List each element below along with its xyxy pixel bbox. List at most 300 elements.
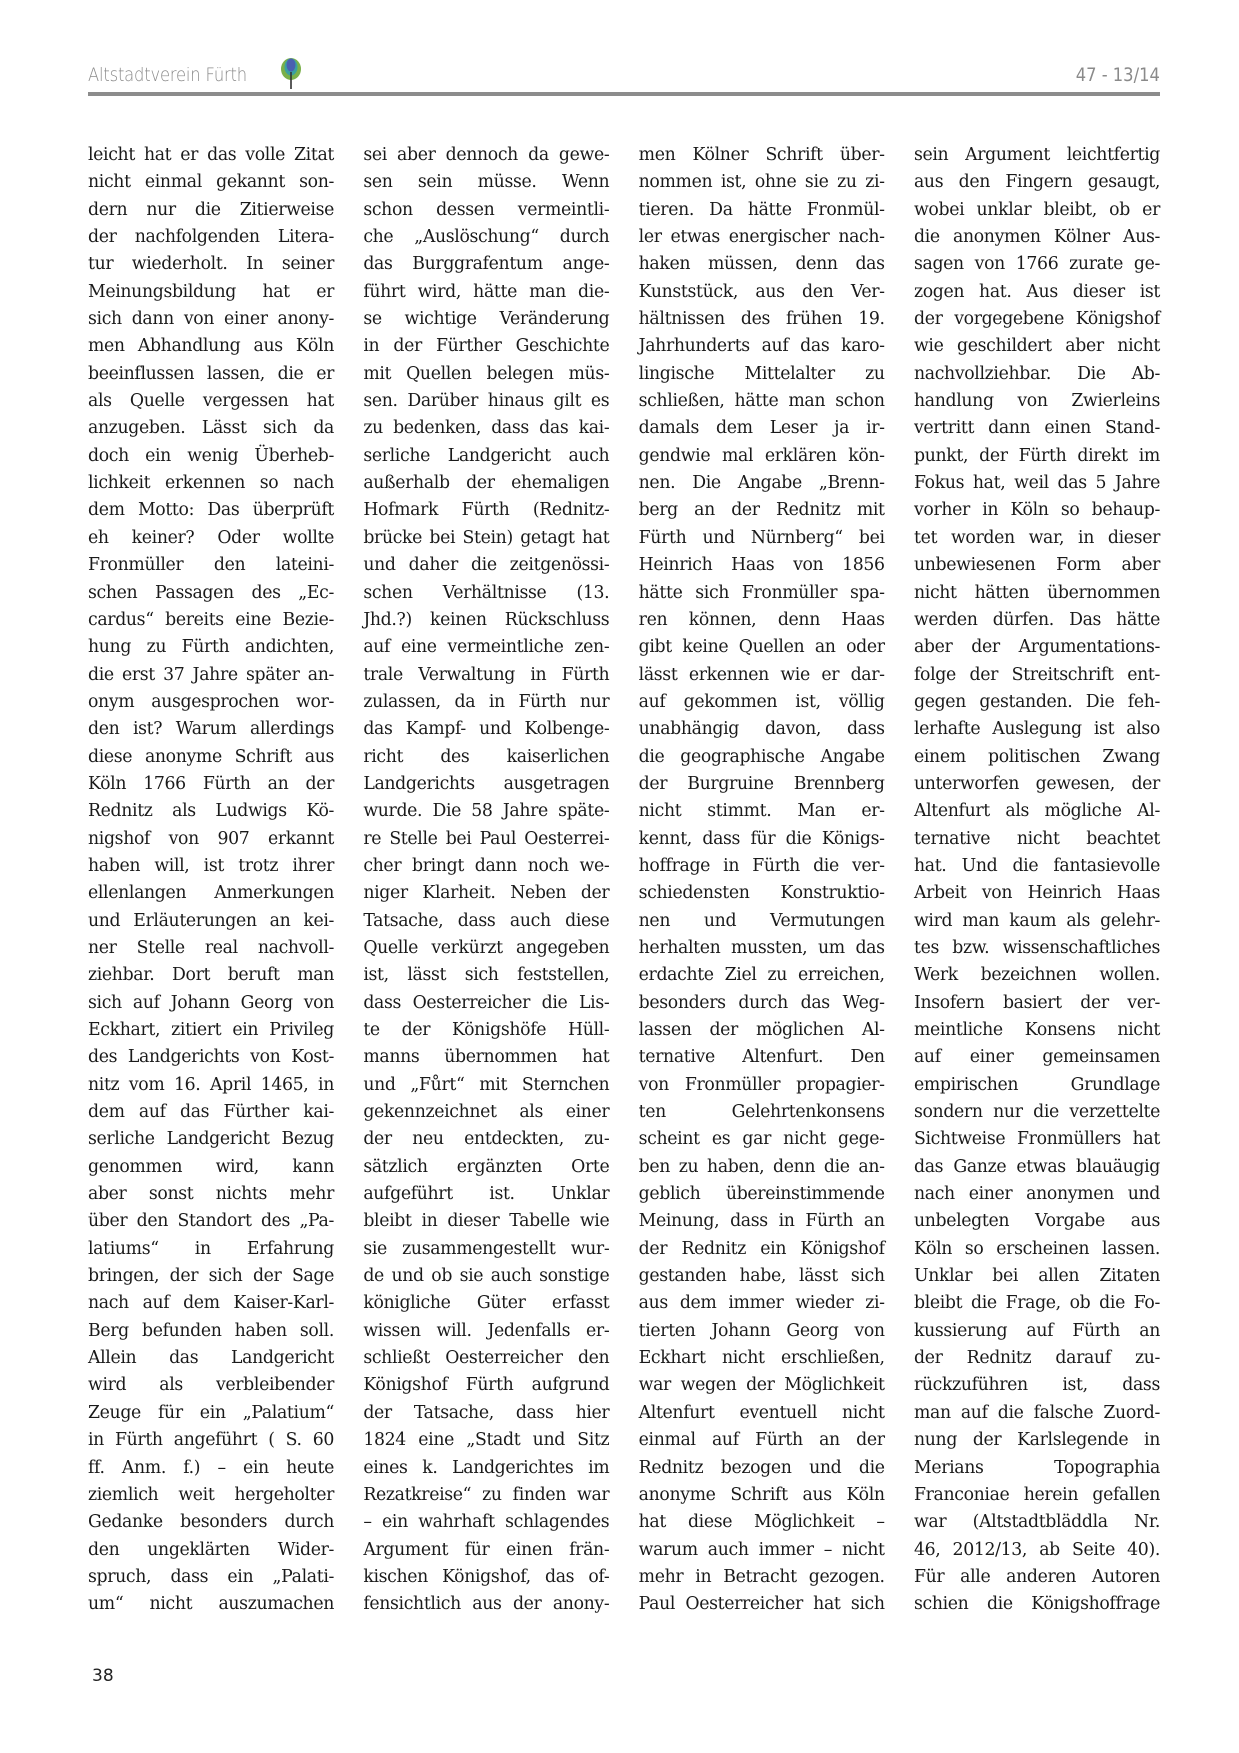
text-line [88,169,334,196]
text-line [639,1099,885,1126]
text-line-content: schiedensten Konstruktio- [638,883,885,904]
text-line-content: fensichtlich aus der anony- [363,1594,610,1615]
text-line-content: der neu entdeckten, zu- [363,1129,610,1150]
text-line-content: vertritt dann einen Stand- [913,418,1160,439]
text-line [88,142,334,169]
text-line-content: berg an der Rednitz mit [638,500,885,521]
text-line-content: Altenfurt eventuell nicht [638,1402,885,1423]
text-line [639,388,885,415]
text-line-content: Rezatkreise“ zu finden war [363,1484,610,1505]
text-line-content: zu bedenken, dass das kai- [363,418,610,439]
text-line [363,1482,609,1509]
text-line-content: doch ein wenig Überheb- [88,445,334,466]
text-line-content: das Kampf- und Kolbenge- [363,719,610,740]
text-line [914,744,1160,771]
text-line-content: diese anonyme Schrift aus [88,746,334,767]
text-line [88,497,334,524]
text-line [88,1591,334,1618]
text-line [639,1372,885,1399]
text-line-content: Unklar bei allen Zitaten [913,1266,1160,1287]
text-line [363,880,609,907]
text-line [363,962,609,989]
text-line [914,279,1160,306]
text-line [914,1181,1160,1208]
text-line [88,388,334,415]
text-line [88,744,334,771]
text-line [914,361,1160,388]
text-line-content: lässt erkennen wie er dar- [638,664,885,685]
text-line [88,935,334,962]
text-line-content: nicht stimmt. Man er- [638,801,885,822]
text-line-content: men Abhandlung aus Köln [88,336,334,357]
text-line [914,1236,1160,1263]
text-line-content: Gedanke besonders durch [88,1512,334,1533]
text-line [88,1072,334,1099]
text-line [639,1236,885,1263]
text-line [639,1318,885,1345]
text-line [914,1345,1160,1372]
text-line-content: gegen gestanden. Die feh- [913,691,1160,712]
text-line-content: des Landgerichts von Kost- [88,1047,334,1068]
text-line [88,1564,334,1591]
text-line [88,197,334,224]
text-line-content: onym ausgesprochen wor- [88,691,334,712]
text-line [363,251,609,278]
text-line-content: Arbeit von Heinrich Haas [913,883,1160,904]
text-line [88,580,334,607]
text-line [914,1072,1160,1099]
text-line [363,1208,609,1235]
text-line-content: aus den Fingern gesaugt, [913,172,1160,193]
text-line [363,1318,609,1345]
text-line-content: hoffrage in Fürth die ver- [638,855,885,876]
text-line-content: 1824 eine „Stadt und Sitz [363,1430,610,1451]
text-column-1 [88,142,334,1619]
text-line [914,607,1160,634]
text-line [639,1482,885,1509]
text-line [639,552,885,579]
text-line-content: und Erläuterungen an kei- [88,910,334,931]
text-line-content: der Tatsache, dass hier [363,1402,610,1423]
text-line-content: de und ob sie auch sonstige [363,1266,610,1287]
text-line-content: bringen, der sich der Sage [88,1266,334,1287]
text-line [639,880,885,907]
text-line-content: kussierung auf Fürth an [913,1320,1160,1341]
text-line [363,689,609,716]
text-line-content: gendwie mal erklären kön- [638,445,885,466]
text-line [639,497,885,524]
text-line [914,251,1160,278]
text-line-content: serliche Landgericht auch [363,445,610,466]
text-line-content: dern nur die Zitierweise [88,199,334,220]
text-line-content: haken müssen, denn das [638,254,885,275]
text-line [363,826,609,853]
text-line-content: brücke bei Stein) getagt hat [363,527,610,548]
text-line-content: Eckhart nicht erschließen, [638,1348,885,1369]
text-line [914,908,1160,935]
text-line-content: die anonymen Kölner Aus- [913,227,1160,248]
text-line [639,798,885,825]
text-line-content: und „Fůrt“ mit Sternchen [363,1074,610,1095]
text-line-content: hat diese Möglichkeit – [638,1512,885,1533]
text-line [914,798,1160,825]
text-line-content: latiums“ in Erfahrung [88,1238,334,1259]
text-line [639,962,885,989]
text-line-content: nung der Karlslegende in [913,1430,1160,1451]
text-line-content: um“ nicht auszumachen [88,1594,334,1615]
text-line-content: sein Argument leichtfertig [913,145,1160,165]
text-line-content: genommen wird, kann [88,1156,334,1177]
text-line-content: richt des kaiserlichen [363,746,610,767]
text-line [914,716,1160,743]
text-line-content: nicht einmal gekannt son- [88,172,334,193]
text-line-content: Paul Oesterreicher hat sich [638,1594,885,1615]
text-column-3 [639,142,885,1619]
text-line [363,853,609,880]
page-number: 38 [92,1666,114,1686]
article-body [88,142,1160,1619]
text-line [88,689,334,716]
text-line [88,1427,334,1454]
text-line-content: führt wird, hätte man die- [363,281,610,302]
text-line [639,443,885,470]
text-line [639,634,885,661]
text-line-content: sei aber dennoch da gewe- [363,145,610,165]
text-line-content: nach auf dem Kaiser-Karl- [88,1293,334,1314]
text-line [639,716,885,743]
text-line-content: men Kölner Schrift über- [638,145,885,165]
text-line-content: über den Standort des „Pa- [88,1211,334,1232]
text-line-content: dem Motto: Das überprüft [88,500,334,521]
text-line-content: herhalten mussten, um das [638,937,885,958]
text-line-content: meintliche Konsens nicht [913,1020,1160,1040]
text-line-content: Argument für einen frän- [363,1539,610,1560]
text-line-content: tieren. Da hätte Fronmül- [638,199,885,220]
text-line [363,1263,609,1290]
text-line-content: sen sein müsse. Wenn [363,172,610,193]
text-line [914,1455,1160,1482]
text-line [363,607,609,634]
text-line [914,1537,1160,1564]
running-header [88,58,1160,92]
text-line-content: der vorgegebene Königshof [913,309,1160,330]
text-line-content: wie geschildert aber nicht [913,336,1160,357]
text-line-content: werden dürfen. Das hätte [913,609,1160,630]
text-line [363,798,609,825]
text-line-content: – ein wahrhaft schlagendes [363,1512,610,1533]
text-line [914,169,1160,196]
text-line [639,361,885,388]
text-line [639,197,885,224]
text-line-content: gekennzeichnet als einer [363,1102,610,1123]
text-line [88,1290,334,1317]
text-line-content: leicht hat er das volle Zitat [88,145,334,165]
text-line-content: einmal auf Fürth an der [638,1430,885,1451]
text-line-content: die geographische Angabe [638,746,885,767]
text-line-content: nen. Die Angabe „Brenn- [638,473,885,494]
text-line [363,1537,609,1564]
text-line-content: der Rednitz darauf zu- [913,1348,1160,1369]
text-line [88,634,334,661]
text-line-content: lassen der möglichen Al- [638,1020,885,1040]
text-line-content: der nachfolgenden Litera- [88,227,334,248]
text-line [88,1126,334,1153]
text-line-content: Merians Topographia [913,1457,1160,1478]
text-line-content: Tatsache, dass auch diese [363,910,610,931]
text-line [88,361,334,388]
issue-number: 47 - 13/14 [1075,64,1160,86]
text-line [363,169,609,196]
text-line-content: lichkeit erkennen so nach [88,473,334,494]
text-line-content: ziemlich weit hergeholter [88,1484,334,1505]
text-line [363,388,609,415]
text-line [363,1126,609,1153]
text-line-content: aus dem immer wieder zi- [638,1293,885,1314]
text-line-content: ben zu haben, denn die an- [638,1156,885,1177]
text-line [639,1017,885,1044]
text-line-content: war wegen der Möglichkeit [638,1375,885,1396]
text-line [88,1372,334,1399]
text-line [363,525,609,552]
text-line-content: Kunststück, aus den Ver- [638,281,885,302]
text-line-content: ziehbar. Dort beruft man [88,965,334,986]
text-line-content: von Fronmüller propagier- [638,1074,885,1095]
text-line-content: ner Stelle real nachvoll- [88,937,334,958]
text-line-content: Rednitz als Ludwigs Kö- [88,801,334,822]
text-line [363,361,609,388]
text-line [639,251,885,278]
text-line [88,908,334,935]
text-line [639,1564,885,1591]
text-line [88,716,334,743]
text-line-content: das Ganze etwas blauäugig [913,1156,1160,1177]
text-line-content: unbelegten Vorgabe aus [913,1211,1160,1232]
text-line-content: der Burgruine Brennberg [638,773,885,794]
text-line [914,388,1160,415]
text-line [639,1345,885,1372]
text-line-content: bleibt in dieser Tabelle wie [363,1211,610,1232]
text-line-content: geblich übereinstimmende [638,1184,885,1205]
text-line-content: wird als verbleibender [88,1375,334,1396]
text-line-content: sätzlich ergänzten Orte [363,1156,610,1177]
text-line-content: schien die Königshoffrage [913,1594,1160,1615]
text-line-content: Zeuge für ein „Palatium“ [88,1402,334,1423]
text-line-content: ist, lässt sich feststellen, [363,965,610,986]
text-line [914,1372,1160,1399]
text-line-content: Berg befunden haben soll. [88,1320,334,1341]
text-line [914,1154,1160,1181]
text-line [639,1537,885,1564]
text-line-content: 46, 2012/13, ab Seite 40). [913,1539,1160,1560]
text-line [914,662,1160,689]
text-line-content: hung zu Fürth andichten, [88,637,334,658]
text-line [363,771,609,798]
text-line [914,224,1160,251]
text-line-content: wird man kaum als gelehr- [913,910,1160,931]
text-line-content: sagen von 1766 zurate ge- [913,254,1160,275]
text-line-content: Quelle verkürzt angegeben [363,937,610,958]
text-line [639,935,885,962]
text-line [639,169,885,196]
text-line-content: einem politischen Zwang [913,746,1160,767]
text-line-content: hältnissen des frühen 19. [638,309,885,330]
text-line [639,1400,885,1427]
text-line-content: königliche Güter erfasst [363,1293,610,1314]
text-line-content: schen Passagen des „Ec- [88,582,334,603]
text-line [363,497,609,524]
text-line-content: nen und Vermutungen [638,910,885,931]
text-line [914,306,1160,333]
text-line-content: rückzuführen ist, dass [913,1375,1160,1396]
text-line-content: kischen Königshof, das of- [363,1566,610,1587]
text-line-content: außerhalb der ehemaligen [363,473,610,494]
text-line [88,525,334,552]
text-line [639,1154,885,1181]
text-line-content: Werk bezeichnen wollen. [913,965,1160,986]
text-line-content: Altenfurt als mögliche Al- [913,801,1160,822]
text-line [363,1372,609,1399]
text-line-content: haben will, ist trotz ihrer [88,855,334,876]
text-line-content: mit Quellen belegen müs- [363,363,610,384]
text-line [914,1290,1160,1317]
text-line [914,689,1160,716]
text-line [639,1591,885,1618]
text-line-content: Eckhart, zitiert ein Privileg [88,1020,334,1040]
text-line [914,142,1160,169]
text-line-content: Hofmark Fürth (Rednitz- [363,500,610,521]
text-line [914,826,1160,853]
text-line [363,1181,609,1208]
text-line-content: in Fürth angeführt ( S. 60 [88,1430,334,1451]
text-line [88,853,334,880]
text-line [914,1509,1160,1536]
text-line [914,1564,1160,1591]
text-line-content: schon dessen vermeintli- [363,199,610,220]
text-line [88,470,334,497]
text-line [88,771,334,798]
text-line [914,1044,1160,1071]
text-line [88,279,334,306]
text-line [914,443,1160,470]
text-line-content: Meinungsbildung hat er [88,281,334,302]
text-line [88,1455,334,1482]
text-line-content: dass Oesterreicher die Lis- [363,992,610,1013]
text-line-content: wurde. Die 58 Jahre späte- [363,801,610,822]
text-line [639,333,885,360]
text-line [363,415,609,442]
text-line [914,1318,1160,1345]
text-line-content: man auf die falsche Zuord- [913,1402,1160,1423]
text-line [363,716,609,743]
text-line [914,1208,1160,1235]
text-line-content: ler etwas energischer nach- [638,227,885,248]
text-line-content: ren können, denn Haas [638,609,885,630]
text-line [88,552,334,579]
text-line-content: niger Klarheit. Neben der [363,883,610,904]
text-line-content: in der Fürther Geschichte [363,336,610,357]
text-line-content: schen Verhältnisse (13. [363,582,610,603]
text-line-content: nommen ist, ohne sie zu zi- [638,172,885,193]
text-line [914,1099,1160,1126]
text-line [914,1482,1160,1509]
text-line-content: Heinrich Haas von 1856 [638,555,885,576]
text-line-content: spruch, dass ein „Palati- [88,1566,334,1587]
text-line [639,1427,885,1454]
text-line-content: empirischen Grundlage [913,1074,1160,1095]
text-line-content: manns übernommen hat [363,1047,610,1068]
text-line-content: wobei unklar bleibt, ob er [913,199,1160,220]
text-line-content: der Rednitz ein Königshof [638,1238,885,1259]
text-line-content: Für alle anderen Autoren [913,1566,1160,1587]
text-line [88,962,334,989]
text-line-content: und daher die zeitgenössi- [363,555,610,576]
text-line [914,1400,1160,1427]
text-line-content: nach einer anonymen und [913,1184,1160,1205]
text-line [914,415,1160,442]
text-line-content: das Burggrafentum ange- [363,254,610,275]
text-line-content: sondern nur die verzettelte [913,1102,1160,1123]
text-line-content: Landgerichts ausgetragen [363,773,610,794]
text-line [639,470,885,497]
publication-title: Altstadtverein Fürth [88,64,247,86]
text-line [363,908,609,935]
text-line-content: schließt Oesterreicher den [363,1348,610,1369]
text-line [914,990,1160,1017]
text-line-content: Fokus hat, weil das 5 Jahre [913,473,1160,494]
text-line [88,1537,334,1564]
text-line-content: beeinflussen lassen, die er [88,363,334,384]
text-line-content: Rednitz bezogen und die [638,1457,885,1478]
text-line [639,1263,885,1290]
text-line [88,798,334,825]
text-line [363,1345,609,1372]
text-line [363,197,609,224]
text-line [363,1290,609,1317]
text-line [639,1208,885,1235]
text-line-content: Fronmüller den lateini- [88,555,334,576]
text-line-content: auf einer gemeinsamen [913,1047,1160,1068]
text-line [88,1017,334,1044]
text-line [88,1154,334,1181]
text-line-content: auf gekommen ist, völlig [638,691,885,712]
text-line [639,415,885,442]
text-line-content: trale Verwaltung in Fürth [363,664,610,685]
text-line [363,1564,609,1591]
text-line-content: tet worden war, in dieser [913,527,1160,548]
text-line [363,990,609,1017]
text-line [639,525,885,552]
text-line [914,1591,1160,1618]
text-line [914,333,1160,360]
text-line-content: serliche Landgericht Bezug [88,1129,334,1150]
text-line-content: den ist? Warum allerdings [88,719,334,740]
text-line-content: punkt, der Fürth direkt im [913,445,1160,466]
text-line-content: besonders durch das Weg- [638,992,885,1013]
text-line [639,142,885,169]
text-line [914,1017,1160,1044]
text-line-content: unbewiesenen Form aber [913,555,1160,576]
text-line [914,552,1160,579]
text-line [363,634,609,661]
text-line [363,552,609,579]
text-line [88,1263,334,1290]
text-line [914,497,1160,524]
text-line-content: die erst 37 Jahre später an- [88,664,334,685]
text-line-content: nigshof von 907 erkannt [88,828,334,849]
text-line-content: ternative Altenfurt. Den [638,1047,885,1068]
text-line-content: anonyme Schrift aus Köln [638,1484,885,1505]
text-line [914,580,1160,607]
